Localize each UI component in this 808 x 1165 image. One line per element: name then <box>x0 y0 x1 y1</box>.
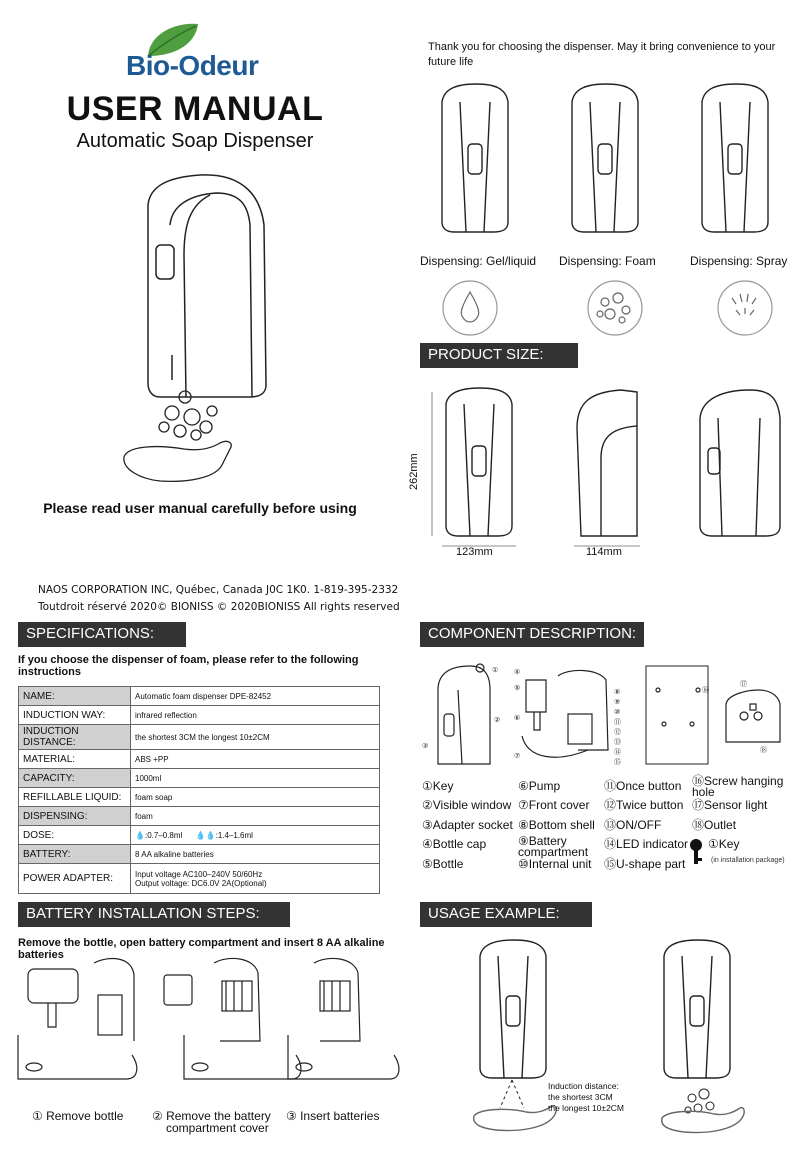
drop-icon: 💧 <box>135 830 145 840</box>
double-drop-icon: 💧💧 <box>195 830 216 840</box>
comp-1: ①Key <box>422 779 454 793</box>
svg-text:⑨: ⑨ <box>614 699 621 706</box>
read-note: Please read user manual carefully before using <box>43 500 357 516</box>
ind-short: the shortest 3CM <box>548 1092 613 1102</box>
comp-13: ⑬ON/OFF <box>604 818 662 832</box>
step-insert-batteries: ③ Insert batteries <box>286 1109 380 1123</box>
spec-key: BATTERY: <box>19 845 131 864</box>
product-size-header: PRODUCT SIZE: <box>420 343 578 368</box>
comp-7: ⑦Front cover <box>518 798 590 812</box>
ind-long: the longest 10±2CM <box>548 1103 625 1113</box>
key-note: (in installation package) <box>711 857 785 864</box>
spec-value: foam soap <box>131 788 380 807</box>
svg-text:⑯: ⑯ <box>702 687 709 694</box>
spec-note: If you choose the dispenser of foam, please refer to the following instructions <box>18 654 359 678</box>
comp-11: ⑪Once button <box>604 779 682 793</box>
comp-19: ①Key <box>708 837 740 851</box>
comp-5: ⑤Bottle <box>422 857 464 871</box>
spec-value <box>131 826 380 845</box>
spec-table <box>18 686 380 894</box>
comp-8: ⑧Bottom shell <box>518 818 595 832</box>
specifications-header: SPECIFICATIONS: <box>18 622 186 647</box>
step-remove-cover: ② Remove the battery <box>152 1109 271 1123</box>
comp-2: ②Visible window <box>422 798 512 812</box>
svg-text:⑦: ⑦ <box>514 753 521 760</box>
spec-value: foam <box>131 807 380 826</box>
mode-icons <box>440 280 800 340</box>
spec-value <box>131 864 380 894</box>
step-remove-bottle: ① Remove bottle <box>32 1109 124 1123</box>
brand-logo <box>118 20 258 90</box>
svg-text:⑰: ⑰ <box>740 681 747 688</box>
svg-text:⑫: ⑫ <box>614 729 621 736</box>
logo-text: Bio-Odeur <box>126 50 259 81</box>
spec-value: 1000ml <box>131 769 380 788</box>
comp-3: ③Adapter socket <box>422 818 513 832</box>
step-remove-cover-2: compartment cover <box>166 1121 269 1135</box>
spec-value: ABS +PP <box>131 750 380 769</box>
spec-key: REFILLABLE LIQUID: <box>19 788 131 807</box>
svg-text:⑬: ⑬ <box>614 739 621 746</box>
table-row <box>19 769 380 788</box>
page-subtitle: Automatic Soap Dispenser <box>76 130 314 152</box>
battery-header: BATTERY INSTALLATION STEPS: <box>18 902 290 927</box>
svg-text:④: ④ <box>514 669 521 676</box>
dispenser-illustration <box>100 165 300 495</box>
thanks-note: Thank you for choosing the dispenser. May it bring convenience to your future life <box>428 41 776 68</box>
spec-key: INDUCTION WAY: <box>19 706 131 725</box>
svg-text:⑩: ⑩ <box>614 709 621 716</box>
depth-dimension: 114mm <box>586 546 622 558</box>
induction-distance-note <box>548 1081 624 1114</box>
comp-10: ⑩Internal unit <box>518 857 592 871</box>
mode-spray-label: Dispensing: Spray <box>690 254 788 268</box>
spec-value: 8 AA alkaline batteries <box>131 845 380 864</box>
svg-text:②: ② <box>494 717 501 724</box>
mode-gel-label: Dispensing: Gel/liquid <box>420 254 537 268</box>
svg-text:⑮: ⑮ <box>614 759 621 766</box>
svg-text:⑱: ⑱ <box>760 747 767 754</box>
ind-title: Induction distance: <box>548 1081 619 1091</box>
table-row <box>19 788 380 807</box>
input-voltage: Input voltage AC100–240V 50/60Hz <box>135 869 263 879</box>
spec-key: CAPACITY: <box>19 769 131 788</box>
table-row <box>19 706 380 725</box>
product-size-illustration <box>416 380 796 560</box>
corporation-info <box>38 582 400 616</box>
battery-steps-illustration <box>14 955 404 1100</box>
output-voltage: Output voltage: DC6.0V 2A(Optional) <box>135 878 267 888</box>
svg-text:⑥: ⑥ <box>514 715 521 722</box>
svg-text:①: ① <box>492 667 499 674</box>
usage-header: USAGE EXAMPLE: <box>420 902 592 927</box>
component-header: COMPONENT DESCRIPTION: <box>420 622 644 647</box>
battery-note: Remove the bottle, open battery compartment and insert 8 AA alkaline batteries <box>18 937 385 961</box>
table-row <box>19 826 380 845</box>
spec-key: DISPENSING: <box>19 807 131 826</box>
comp-4: ④Bottle cap <box>422 837 487 851</box>
svg-text:⑧: ⑧ <box>614 689 621 696</box>
comp-16: ⑯Screw hanging hole <box>692 774 784 799</box>
svg-text:⑤: ⑤ <box>514 685 521 692</box>
height-dimension: 262mm <box>408 453 420 490</box>
comp-14: ⑭LED indicator <box>604 837 689 851</box>
dose-single: :0.7–0.8ml <box>144 830 183 840</box>
key-icon <box>688 838 704 866</box>
svg-text:⑪: ⑪ <box>614 719 621 726</box>
comp-9: ⑨Battery compartment <box>518 834 589 859</box>
comp-17: ⑰Sensor light <box>692 798 768 812</box>
mode-foam-label: Dispensing: Foam <box>559 254 656 268</box>
table-row <box>19 750 380 769</box>
spec-key: POWER ADAPTER: <box>19 864 131 894</box>
table-row <box>19 807 380 826</box>
table-row <box>19 845 380 864</box>
width-dimension: 123mm <box>456 546 493 558</box>
svg-text:③: ③ <box>422 743 429 750</box>
dose-double: :1.4–1.6ml <box>215 830 253 840</box>
table-row <box>19 725 380 750</box>
component-illustration <box>418 660 798 775</box>
comp-12: ⑫Twice button <box>604 798 684 812</box>
rights-line: Toutdroit réservé 2020© BIONISS © 2020BIONISS All rights reserved <box>38 601 400 613</box>
table-row <box>19 687 380 706</box>
spec-value: Automatic foam dispenser DPE-82452 <box>131 687 380 706</box>
page-title: USER MANUAL <box>66 90 324 128</box>
comp-6: ⑥Pump <box>518 779 561 793</box>
comp-15: ⑮U-shape part <box>604 857 686 871</box>
spec-value: infrared reflection <box>131 706 380 725</box>
table-row <box>19 864 380 894</box>
spec-value: the shortest 3CM the longest 10±2CM <box>131 725 380 750</box>
usage-illustration <box>460 936 780 1146</box>
svg-text:⑭: ⑭ <box>614 749 621 756</box>
spec-key: DOSE: <box>19 826 131 845</box>
spec-key: INDUCTION DISTANCE: <box>19 725 131 750</box>
comp-18: ⑱Outlet <box>692 818 737 832</box>
dispenser-types-illustration <box>430 82 800 242</box>
corp-line: NAOS CORPORATION INC, Québec, Canada J0C 1K0. 1-819-395-2332 <box>38 584 399 596</box>
spec-key: NAME: <box>19 687 131 706</box>
spec-key: MATERIAL: <box>19 750 131 769</box>
